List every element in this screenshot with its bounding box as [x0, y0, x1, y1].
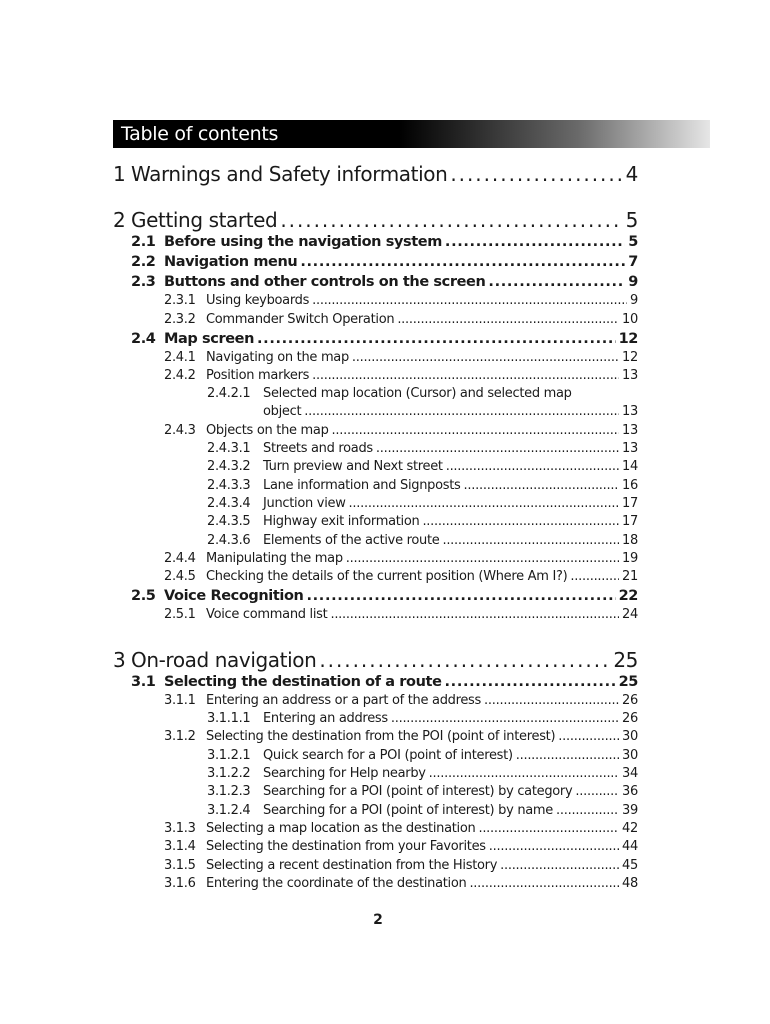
leader-dots: [558, 729, 619, 744]
toc-entry-title: Entering the coordinate of the destination: [206, 876, 467, 891]
leader-dots: [469, 876, 619, 891]
toc-entry-2-4-2-1[interactable]: [207, 386, 638, 404]
toc-header-bar: [113, 120, 710, 148]
toc-entry-page: 13: [622, 368, 638, 383]
toc-entry-2-3[interactable]: [131, 274, 638, 294]
toc-entry-2-5[interactable]: [131, 588, 638, 608]
toc-entry-number: 3.1.2: [164, 729, 196, 744]
toc-entry-page: 21: [622, 569, 638, 584]
toc-title: Table of contents: [121, 123, 279, 145]
toc-entry-3-1-2-1[interactable]: [207, 748, 638, 766]
leader-dots: [312, 368, 619, 383]
toc-entry-title: Selecting the destination of a route: [164, 674, 442, 690]
leader-dots: [319, 648, 610, 672]
toc-entry-page: 24: [622, 607, 638, 622]
toc-entry-title: Checking the details of the current position (Where Am I?): [206, 569, 568, 584]
toc-entry-number: 2.1: [131, 234, 156, 250]
toc-entry-number: 2.3.1: [164, 293, 196, 308]
toc-entry-page: 26: [622, 693, 638, 708]
toc-entry-page: 48: [622, 876, 638, 891]
toc-entry-2[interactable]: [113, 208, 638, 236]
toc-entry-page: 18: [622, 533, 638, 548]
toc-entry-title: Map screen: [164, 331, 255, 347]
toc-entry-2-5-1[interactable]: [164, 607, 638, 625]
toc-entry-number: 2.4.5: [164, 569, 196, 584]
toc-entry-page: 42: [622, 821, 638, 836]
toc-entry-page: 30: [622, 729, 638, 744]
leader-dots: [429, 766, 619, 781]
toc-entry-page: 25: [613, 648, 638, 672]
toc-entry-2-4-3[interactable]: [164, 423, 638, 441]
toc-entry-number: 3.1.2.2: [207, 766, 251, 781]
leader-dots: [376, 441, 619, 456]
toc-entry-title: Searching for a POI (point of interest) by name: [263, 803, 553, 818]
leader-dots: [397, 312, 619, 327]
toc-entry-3-1-2-4[interactable]: [207, 803, 638, 821]
toc-entry-title: Selecting the destination from the POI (point of interest): [206, 729, 556, 744]
toc-entry-number: 2.4.1: [164, 350, 196, 365]
leader-dots: [391, 711, 619, 726]
toc-entry-title: Navigation menu: [164, 254, 298, 270]
toc-entry-page: 10: [622, 312, 638, 327]
toc-entry-number: 3.1.2.4: [207, 803, 251, 818]
toc-entry-page: 45: [622, 858, 638, 873]
leader-dots: [575, 784, 619, 799]
toc-entry-number: 2.4.3.5: [207, 514, 251, 529]
leader-dots: [332, 423, 620, 438]
leader-dots: [304, 404, 619, 419]
toc-entry-1[interactable]: [113, 162, 638, 190]
toc-entry-2-4[interactable]: [131, 331, 638, 351]
toc-entry-title: Junction view: [263, 496, 346, 511]
toc-entry-3-1-5[interactable]: [164, 858, 638, 876]
toc-entry-number: 3: [113, 648, 126, 672]
toc-entry-title: Quick search for a POI (point of interest): [263, 748, 513, 763]
toc-entry-number: 2.2: [131, 254, 156, 270]
toc-entry-page: 22: [618, 588, 638, 604]
toc-entry-title: Objects on the map: [206, 423, 329, 438]
toc-entry-title: Streets and roads: [263, 441, 373, 456]
toc-entry-number: 2.4.3.6: [207, 533, 251, 548]
toc-entry-number: 2.4.3.1: [207, 441, 251, 456]
toc-entry-page: 9: [630, 293, 638, 308]
toc-entry-2-2[interactable]: [131, 254, 638, 274]
toc-entry-title: Buttons and other controls on the screen: [164, 274, 486, 290]
toc-entry-2-4-2-1-cont[interactable]: [263, 404, 638, 422]
toc-entry-number: 2.4.3.4: [207, 496, 251, 511]
toc-entry-3-1-3[interactable]: [164, 821, 638, 839]
toc-entry-2-4-3-3[interactable]: [207, 478, 638, 496]
toc-entry-title: Selecting the destination from your Favorites: [206, 839, 486, 854]
toc-entry-3-1-6[interactable]: [164, 876, 638, 894]
leader-dots: [306, 588, 615, 604]
page-number: 2: [373, 912, 383, 928]
toc-entry-number: 3.1.1.1: [207, 711, 251, 726]
toc-entry-number: 3.1.2.1: [207, 748, 251, 763]
toc-entry-page: 13: [622, 441, 638, 456]
toc-entry-3[interactable]: [113, 648, 638, 676]
toc-entry-2-4-3-4[interactable]: [207, 496, 638, 514]
toc-entry-2-4-3-6[interactable]: [207, 533, 638, 551]
toc-entry-3-1-2-3[interactable]: [207, 784, 638, 802]
toc-entry-title: Searching for Help nearby: [263, 766, 426, 781]
leader-dots: [500, 858, 619, 873]
leader-dots: [464, 478, 620, 493]
toc-entry-number: 2.4.3: [164, 423, 196, 438]
toc-entry-title: Selected map location (Cursor) and selected map: [263, 386, 572, 401]
leader-dots: [478, 821, 619, 836]
leader-dots: [352, 350, 619, 365]
toc-entry-3-1-4[interactable]: [164, 839, 638, 857]
toc-entry-number: 2: [113, 208, 126, 232]
toc-entry-3-1-1[interactable]: [164, 693, 638, 711]
leader-dots: [484, 693, 619, 708]
toc-entry-2-4-3-5[interactable]: [207, 514, 638, 532]
toc-entry-page: 13: [622, 404, 638, 419]
toc-entry-title: Selecting a recent destination from the History: [206, 858, 498, 873]
toc-entry-title: Highway exit information: [263, 514, 420, 529]
toc-entry-3-1-2[interactable]: [164, 729, 638, 747]
toc-entry-page: 14: [622, 459, 638, 474]
toc-entry-2-3-2[interactable]: [164, 312, 638, 330]
toc-entry-page: 19: [622, 551, 638, 566]
toc-entry-number: 2.4.2.1: [207, 386, 251, 401]
leader-dots: [280, 208, 622, 232]
toc-entry-3-1[interactable]: [131, 674, 638, 694]
toc-entry-title: Searching for a POI (point of interest) by category: [263, 784, 573, 799]
toc-entry-2-4-1[interactable]: [164, 350, 638, 368]
toc-entry-title: On-road navigation: [131, 648, 317, 672]
toc-entry-number: 2.5.1: [164, 607, 196, 622]
toc-entry-page: 44: [622, 839, 638, 854]
toc-entry-number: 2.5: [131, 588, 156, 604]
toc-entry-page: 39: [622, 803, 638, 818]
toc-entry-title-continued: object: [263, 404, 302, 419]
toc-entry-number: 2.4.4: [164, 551, 196, 566]
toc-entry-number: 1: [113, 162, 126, 186]
toc-entry-2-4-2[interactable]: [164, 368, 638, 386]
toc-entry-title: Lane information and Signposts: [263, 478, 461, 493]
toc-entry-title: Position markers: [206, 368, 310, 383]
toc-entry-title: Getting started: [131, 208, 278, 232]
toc-entry-number: 3.1.2.3: [207, 784, 251, 799]
leader-dots: [570, 569, 619, 584]
toc-entry-title: Voice command list: [206, 607, 328, 622]
toc-entry-title: Navigating on the map: [206, 350, 349, 365]
leader-dots: [445, 674, 616, 690]
toc-entry-title: Selecting a map location as the destination: [206, 821, 476, 836]
toc-entry-page: 25: [618, 674, 638, 690]
toc-entry-title: Voice Recognition: [164, 588, 304, 604]
toc-entry-number: 3.1: [131, 674, 156, 690]
toc-entry-page: 17: [622, 514, 638, 529]
toc-entry-number: 2.4.3.2: [207, 459, 251, 474]
toc-entry-title: Entering an address or a part of the address: [206, 693, 481, 708]
toc-entry-number: 3.1.1: [164, 693, 196, 708]
toc-entry-number: 3.1.5: [164, 858, 196, 873]
toc-entry-page: 34: [622, 766, 638, 781]
toc-entry-page: 5: [628, 234, 638, 250]
toc-entry-page: 12: [618, 331, 638, 347]
leader-dots: [349, 496, 620, 511]
leader-dots: [346, 551, 619, 566]
toc-entry-number: 3.1.6: [164, 876, 196, 891]
leader-dots: [442, 533, 619, 548]
toc-entry-number: 2.4.3.3: [207, 478, 251, 493]
toc-entry-page: 26: [622, 711, 638, 726]
toc-entry-title: Using keyboards: [206, 293, 310, 308]
toc-entry-page: 30: [622, 748, 638, 763]
toc-entry-page: 9: [628, 274, 638, 290]
leader-dots: [300, 254, 625, 270]
leader-dots: [330, 607, 619, 622]
toc-entry-2-4-5[interactable]: [164, 569, 638, 587]
leader-dots: [422, 514, 619, 529]
toc-entry-number: 3.1.3: [164, 821, 196, 836]
leader-dots: [556, 803, 619, 818]
toc-entry-2-1[interactable]: [131, 234, 638, 254]
toc-entry-title: Elements of the active route: [263, 533, 440, 548]
toc-entry-page: 36: [622, 784, 638, 799]
toc-entry-2-4-3-1[interactable]: [207, 441, 638, 459]
toc-entry-number: 3.1.4: [164, 839, 196, 854]
toc-entry-number: 2.4.2: [164, 368, 196, 383]
toc-entry-2-4-4[interactable]: [164, 551, 638, 569]
toc-entry-title: Manipulating the map: [206, 551, 343, 566]
toc-entry-title: Turn preview and Next street: [263, 459, 443, 474]
leader-dots: [516, 748, 619, 763]
toc-entry-page: 16: [622, 478, 638, 493]
toc-entry-page: 13: [622, 423, 638, 438]
toc-entry-page: 12: [622, 350, 638, 365]
toc-entry-title: Commander Switch Operation: [206, 312, 395, 327]
toc-entry-title: Warnings and Safety information: [131, 162, 448, 186]
leader-dots: [489, 839, 619, 854]
toc-entry-number: 2.3: [131, 274, 156, 290]
toc-entry-number: 2.4: [131, 331, 156, 347]
toc-entry-page: 17: [622, 496, 638, 511]
leader-dots: [445, 234, 625, 250]
toc-entry-page: 4: [625, 162, 638, 186]
leader-dots: [446, 459, 619, 474]
toc-entry-number: 2.3.2: [164, 312, 196, 327]
leader-dots: [450, 162, 622, 186]
toc-entry-2-4-3-2[interactable]: [207, 459, 638, 477]
toc-entry-3-1-2-2[interactable]: [207, 766, 638, 784]
leader-dots: [257, 331, 616, 347]
leader-dots: [488, 274, 625, 290]
leader-dots: [312, 293, 627, 308]
toc-entry-page: 5: [625, 208, 638, 232]
toc-entry-3-1-1-1[interactable]: [207, 711, 638, 729]
toc-entry-title: Before using the navigation system: [164, 234, 442, 250]
toc-entry-title: Entering an address: [263, 711, 388, 726]
toc-entry-2-3-1[interactable]: [164, 293, 638, 311]
toc-entry-page: 7: [628, 254, 638, 270]
